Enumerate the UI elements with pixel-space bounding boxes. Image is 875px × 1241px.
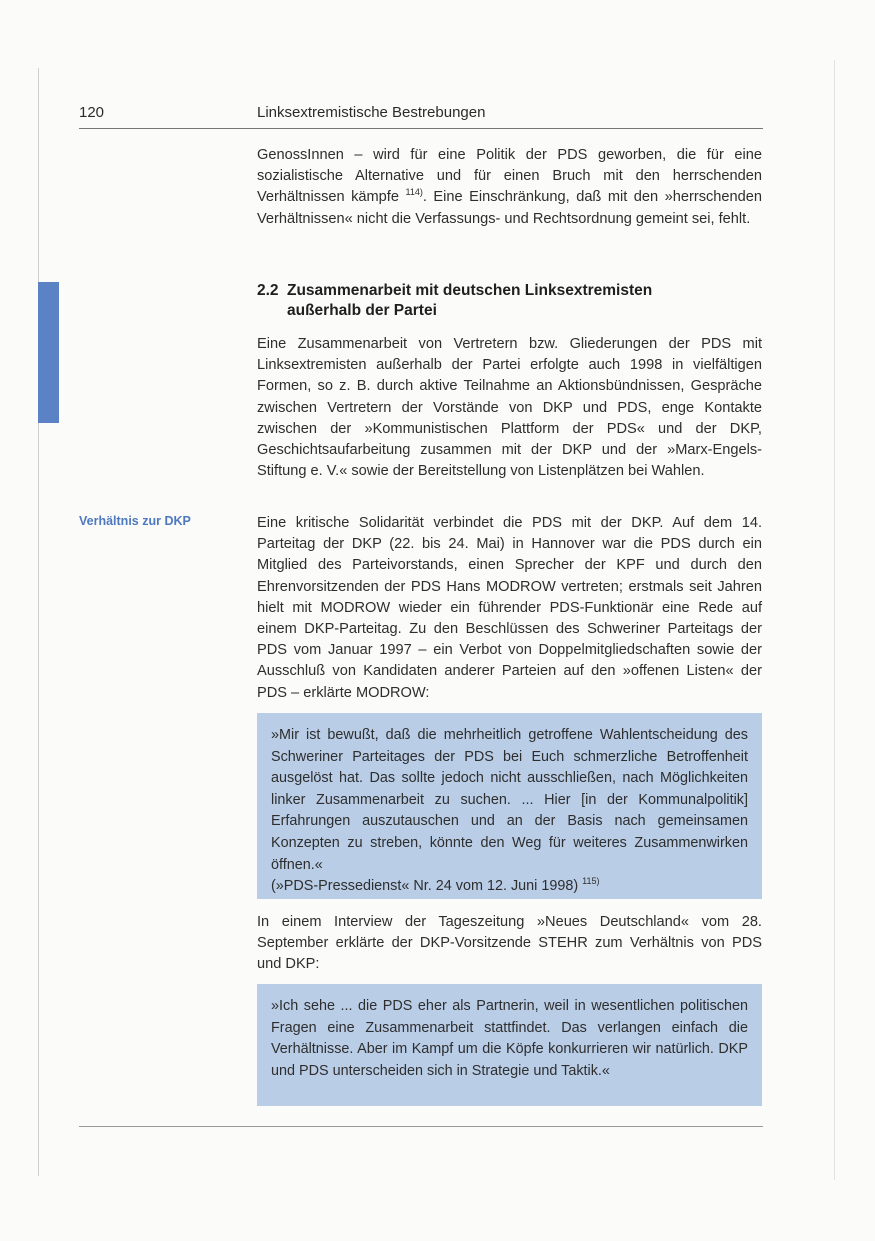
paragraph-continuation [257, 145, 762, 230]
paragraph-interview: In einem Interview der Tageszeitung »Neues Deutschland« vom 28. September erklärte der DKP-Vorsitzende STEHR zum Verhältnis von PDS und DKP: [257, 914, 762, 973]
footnote-ref: 114) [405, 187, 423, 198]
paragraph-text: GenossInnen – wird für eine Politik der PDS geworben, die für eine sozialistische Alternative und für einen Bruch mit den herrschenden Verhältnissen kämpfe [257, 147, 762, 206]
paragraph-text-tail: . Eine Einschränkung, daß mit den »herrschenden Verhältnissen« nicht die Verfassungs- und Rechtsordnung gemeint sei, fehlt. [257, 189, 763, 227]
paragraph-cooperation: Eine Zusammenarbeit von Vertretern bzw. Gliederungen der PDS mit Linksextremisten außerhalb der Partei erfolgte auch 1998 in vielfältigen Formen, so z. B. durch aktive Teilnahme an Aktionsbündnissen, Gespräche zwischen Vertretern der Vorstände von DKP und PDS, enge Kontakte zwischen der »Kommunistischen Plattform der PDS« und der DKP, Geschichtsaufarbeitung zusammen mit der DKP und der »Marx-Engels-Stiftung e. V.« sowie der Bereitstellung von Listenplätzen bei Wahlen. [257, 336, 762, 480]
section-title-line1: Zusammenarbeit mit deutschen Linksextremisten [287, 282, 653, 299]
quote-text: »Mir ist bewußt, daß die mehrheitlich getroffene Wahlentscheidung des Schweriner Parteitages der PDS bei Euch schmerzliche Betroffenheit ausgelöst hat. Das sollte jedoch nicht ausschließen, nach Möglichkeiten linker Zusammenarbeit zu suchen. ... Hier [in der Kommunalpolitik] Erfahrungen auszutauschen und an der Basis nach gemeinsamen Konzepten zu streben, könnte den Weg für weiteres Zusammenwirken öffnen.« [271, 727, 748, 873]
section-title-line2: außerhalb der Partei [287, 302, 437, 319]
header-rule [79, 128, 763, 129]
footer-rule [79, 1126, 763, 1127]
page-edge-line [834, 60, 835, 1180]
chapter-tab-marker [38, 282, 59, 423]
quote-source-text: (»PDS-Pressedienst« Nr. 24 vom 12. Juni 1998) [271, 878, 579, 895]
running-title: Linksextremistische Bestrebungen [257, 104, 486, 121]
footnote-ref: 115) [582, 876, 600, 887]
left-margin-rule [38, 68, 39, 1176]
page-number: 120 [79, 104, 105, 121]
margin-note: Verhältnis zur DKP [79, 514, 191, 528]
quote-source [271, 876, 748, 898]
section-number: 2.2 [257, 282, 279, 299]
paragraph-dkp-relation: Eine kritische Solidarität verbindet die PDS mit der DKP. Auf dem 14. Parteitag der DKP (22. bis 24. Mai) in Hannover war die PDS durch ein Mitglied des Parteivorstands, einen Sprecher der KPF und durch den Ehrenvorsitzenden der PDS Hans MODROW vertreten; erstmals seit Jahren hielt mit MODROW wieder ein führender PDS-Funktionär eine Rede auf einem DKP-Parteitag. Zu den Beschlüssen des Schweriner Parteitags der PDS vom Januar 1997 – ein Verbot von Doppelmitgliedschaften sowie der Ausschluß von Kandidaten anderer Parteien auf den »offenen Listen« der PDS – erklärte MODROW: [257, 515, 762, 701]
section-heading [257, 281, 762, 321]
quote-box-stehr: »Ich sehe ... die PDS eher als Partnerin, weil in wesentlichen politischen Fragen eine Zusammenarbeit stattfindet. Das verlangen einfach die Verhältnisse. Aber im Kampf um die Köpfe konkurrieren wir natürlich. DKP und PDS unterscheiden sich in Strategie und Taktik.« [257, 984, 762, 1106]
quote-box-modrow [257, 713, 762, 899]
